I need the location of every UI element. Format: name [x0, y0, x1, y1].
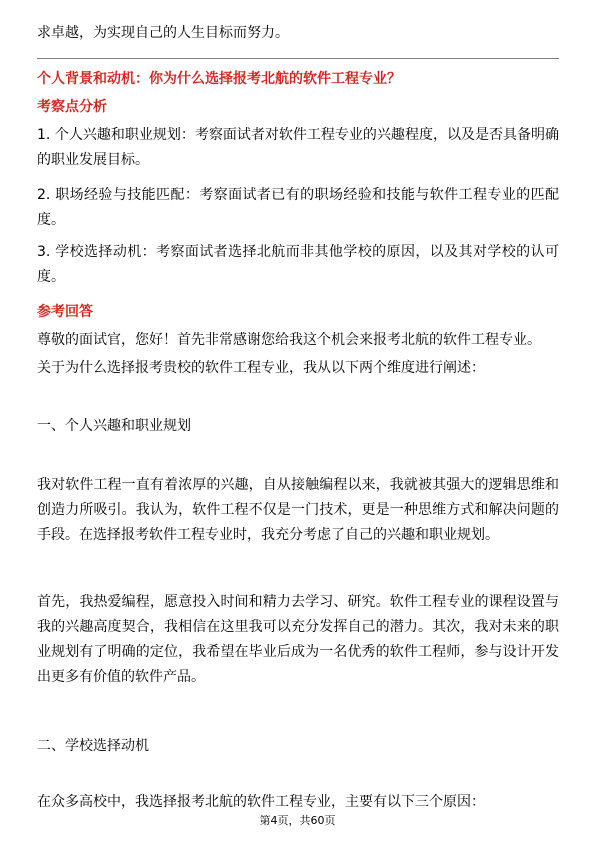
analysis-heading: 考察点分析: [37, 99, 107, 115]
answer-paragraph: 我对软件工程一直有着浓厚的兴趣，自从接触编程以来，我就被其强大的逻辑思维和创造力所吸引。我认为，软件工程不仅是一门技术，更是一种思维方式和解决问题的手段。在选择报考软件工程专业时，我充分考虑了自己的兴趣和职业规划。: [37, 477, 559, 543]
answer-intro: 尊敬的面试官，您好！首先非常感谢您给我这个机会来报考北航的软件工程专业。: [37, 332, 541, 348]
page-number: 第4页，共60页: [259, 814, 336, 827]
analysis-item: 1. 个人兴趣和职业规划：考察面试者对软件工程专业的兴趣程度，以及是否具备明确的职业发展目标。: [37, 127, 559, 168]
answer-intro: 关于为什么选择报考贵校的软件工程专业，我从以下两个维度进行阐述：: [37, 360, 485, 376]
answer-heading: 参考回答: [37, 304, 93, 320]
answer-paragraph: 在众多高校中，我选择报考北航的软件工程专业，主要有以下三个原因：: [37, 794, 485, 810]
section-divider: [37, 58, 559, 59]
question-heading: 个人背景和动机：你为什么选择报考北航的软件工程专业？: [37, 71, 401, 87]
analysis-item: 2. 职场经验与技能匹配：考察面试者已有的职场经验和技能与软件工程专业的匹配度。: [37, 187, 559, 228]
section-title: 一、个人兴趣和职业规划: [37, 418, 191, 434]
section-title: 二、学校选择动机: [37, 738, 149, 754]
answer-paragraph: 首先，我热爱编程，愿意投入时间和精力去学习、研究。软件工程专业的课程设置与我的兴趣高度契合，我相信在这里我可以充分发挥自己的潜力。其次，我对未来的职业规划有了明确的定位，我希望在毕业后成为一名优秀的软件工程师，参与设计开发出更多有价值的软件产品。: [37, 594, 559, 685]
analysis-item: 3. 学校选择动机：考察面试者选择北航而非其他学校的原因，以及其对学校的认可度。: [37, 244, 559, 285]
continued-text-line: 求卓越，为实现自己的人生目标而努力。: [37, 25, 289, 41]
